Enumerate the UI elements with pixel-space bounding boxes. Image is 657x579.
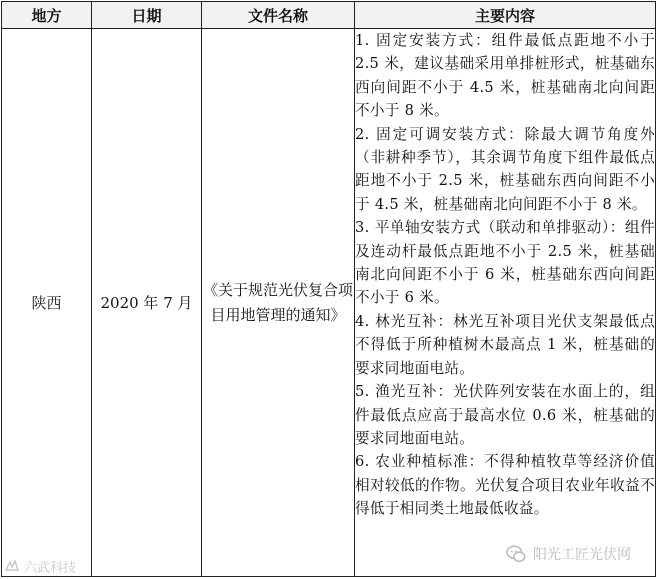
- header-region: 地方: [2, 2, 92, 29]
- header-date: 日期: [92, 2, 202, 29]
- content-item-4: 4. 林光互补：林光互补项目光伏支架最低点不得低于所种植树木最高点 1 米，桩基础的要求同地面电站。: [355, 312, 655, 377]
- watermark-right-text: 阳光工匠光伏网: [533, 547, 631, 563]
- content-item-3: 3. 平单轴安装方式（联动和单排驱动）：组件及连动杆最低点距地不小于 2.5 米，桩基础南北向间距不小于 6 米，桩基础东西向间距不小于 6 米。: [355, 219, 655, 307]
- brand-logo-icon: [4, 560, 20, 574]
- table-header-row: [2, 2, 656, 29]
- table-row: [2, 29, 656, 577]
- content-item-5: 5. 渔光互补：光伏阵列安装在水面上的，组件最低点应高于最高水位 0.6 米，桩基础的要求同地面电站。: [355, 383, 655, 447]
- header-doc-name: 文件名称: [202, 2, 355, 29]
- content-item-1: 1. 固定安装方式：组件最低点距地不小于 2.5 米，建议基础采用单排桩形式，桩基础东西向间距不小于 4.5 米，桩基础南北向间距不小于 8 米。: [355, 32, 655, 120]
- cell-content: [355, 29, 656, 577]
- cell-region: 陕西: [2, 29, 92, 577]
- header-content: 主要内容: [355, 2, 656, 29]
- content-item-6: 6. 农业种植标准：不得种植牧草等经济价值相对较低的作物。光伏复合项目农业年收益不得低于相同类土地最低收益。: [355, 453, 655, 518]
- content-item-2: 2. 固定可调安装方式：除最大调节角度外（非耕种季节），其余调节角度下组件最低点距地不小于 2.5 米，桩基础东西向间距不小于 4.5 米，桩基础南北向间距不小于 8 米。: [355, 125, 655, 213]
- policy-table: [1, 1, 656, 577]
- watermark-left: [4, 557, 76, 576]
- wechat-icon: [505, 543, 527, 565]
- cell-doc-name: 《关于规范光伏复合项目用地管理的通知》: [202, 29, 355, 577]
- cell-date: 2020 年 7 月: [92, 29, 202, 577]
- watermark-left-text: 六武科技: [24, 561, 77, 576]
- watermark-right: [505, 543, 631, 565]
